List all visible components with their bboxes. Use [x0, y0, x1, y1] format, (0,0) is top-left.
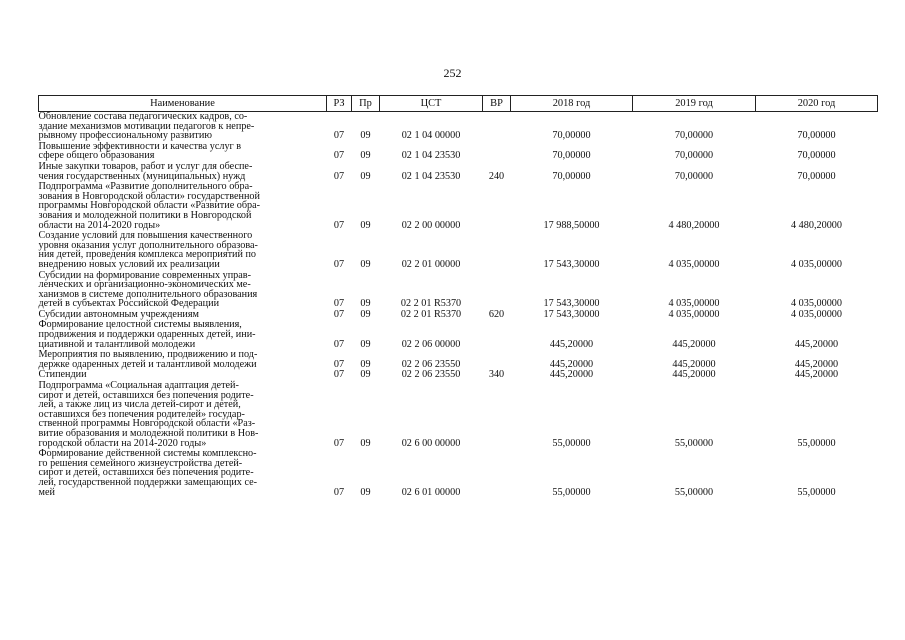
row-name-line: держке одаренных детей и талантливой молодежи [38, 358, 257, 370]
row-name-line: внедрению новых условий их реализации [38, 258, 220, 270]
row-name-line: го решения семейного жизнеустройства детей- [38, 457, 243, 469]
table-row [39, 270, 878, 309]
header-pr: Пр [352, 96, 380, 112]
table-row [39, 309, 878, 320]
row-rz: 07 [333, 298, 345, 310]
row-cst: 02 1 04 23530 [401, 170, 461, 182]
row-cst: 02 6 00 00000 [401, 437, 461, 449]
row-name-line: витие образования и молодежной политики в Нов- [38, 428, 259, 439]
row-vr: 620 [488, 308, 505, 320]
header-2019: 2019 год [633, 96, 756, 112]
table-row [39, 448, 878, 497]
row-2018: 70,00000 [552, 150, 591, 162]
row-cst: 02 1 04 00000 [401, 130, 461, 142]
row-name-line: ния детей, проведения комплекса мероприятий по [38, 249, 257, 261]
row-pr: 09 [360, 258, 371, 270]
table-row [39, 380, 878, 448]
table-row [39, 112, 878, 141]
row-name-line: сфере общего образования [38, 150, 155, 162]
row-name-line: ханизмов в системе дополнительного образования [38, 288, 258, 300]
row-2018: 17 543,30000 [543, 258, 600, 270]
row-rz: 07 [333, 219, 345, 231]
row-name-line: продвижения и поддержки одаренных детей, ини- [38, 329, 256, 341]
row-rz: 07 [333, 358, 345, 370]
row-pr: 09 [360, 298, 371, 310]
row-2020: 70,00000 [797, 130, 836, 142]
row-name-line: Мероприятия по выявлению, продвижению и под- [38, 349, 258, 361]
row-name-line: Обновление состава педагогических кадров, со- [38, 111, 248, 122]
row-pr: 09 [360, 437, 371, 449]
row-name-line: Субсидии автономным учреждениям [38, 308, 199, 320]
row-name-line: сирот и детей, оставшихся без попечения родите- [38, 389, 254, 401]
row-name [39, 369, 327, 380]
row-name-line: ленческих и организационно-экономических ме- [38, 279, 251, 291]
row-rz: 07 [333, 308, 345, 320]
row-vr: 240 [488, 170, 505, 182]
row-rz: 07 [333, 170, 345, 182]
row-2019: 4 035,00000 [668, 308, 720, 320]
row-rz: 07 [333, 150, 345, 162]
row-name-line: городской области на 2014-2020 годы» [38, 437, 207, 449]
row-pr: 09 [360, 308, 371, 320]
row-name [39, 270, 327, 309]
row-2019: 4 035,00000 [668, 258, 720, 270]
row-pr: 09 [360, 369, 371, 381]
row-cst: 02 1 04 23530 [401, 150, 461, 162]
row-name-line: Иные закупки товаров, работ и услуг для обеспе- [38, 160, 253, 172]
row-vr [483, 141, 511, 161]
row-2019: 70,00000 [674, 130, 714, 142]
row-name [39, 141, 327, 161]
row-2018: 55,00000 [552, 486, 591, 498]
row-2018: 17 988,50000 [543, 219, 600, 231]
header-2018: 2018 год [511, 96, 633, 112]
row-name-line: уровня оказания услуг дополнительного образова- [38, 239, 258, 251]
header-cst: ЦСТ [380, 96, 483, 112]
row-cst: 02 2 01 R5370 [400, 308, 462, 320]
row-vr [483, 380, 511, 448]
row-2019: 445,20000 [672, 338, 716, 350]
row-name-line: области на 2014-2020 годы» [38, 219, 161, 231]
row-cst: 02 2 01 R5370 [400, 298, 462, 310]
row-name-line: чения государственных (муниципальных) нужд [38, 170, 246, 182]
row-name-line: мей [38, 486, 55, 498]
row-2019: 445,20000 [672, 358, 716, 370]
row-cst: 02 2 06 00000 [401, 338, 461, 350]
row-cst: 02 2 01 00000 [401, 258, 461, 270]
row-pr: 09 [360, 338, 371, 350]
row-2019: 70,00000 [674, 170, 714, 182]
header-rz: РЗ [327, 96, 352, 112]
header-vr: ВР [483, 96, 511, 112]
row-name [39, 112, 327, 141]
row-2020: 55,00000 [797, 437, 836, 449]
row-name-line: Формирование целостной системы выявления, [38, 319, 242, 331]
row-2018: 70,00000 [552, 170, 591, 182]
row-pr: 09 [360, 358, 371, 370]
row-name [39, 319, 327, 349]
row-vr: 340 [488, 369, 505, 381]
row-name-line: Стипендии [38, 369, 87, 381]
row-2020: 4 035,00000 [791, 298, 842, 310]
row-rz: 07 [333, 437, 345, 449]
row-name-line: зования и молодежной политики в Новгородской [38, 209, 252, 221]
row-name [39, 448, 327, 497]
row-cst: 02 6 01 00000 [401, 486, 461, 498]
table-row [39, 369, 878, 380]
row-2020: 4 480,20000 [791, 219, 842, 231]
row-name-line: сирот и детей, оставшихся без попечения родите- [38, 467, 254, 479]
row-name-line: Формирование действенной системы комплексно- [38, 448, 257, 460]
row-2018: 445,20000 [549, 369, 594, 381]
row-pr: 09 [360, 486, 371, 498]
row-rz: 07 [333, 486, 345, 498]
table-row [39, 319, 878, 349]
row-rz: 07 [333, 258, 345, 270]
row-name [39, 230, 327, 269]
row-2019: 4 035,00000 [668, 298, 720, 310]
table-row [39, 141, 878, 161]
row-vr [483, 319, 511, 349]
row-name-line: Повышение эффективности и качества услуг в [38, 140, 242, 152]
row-pr: 09 [360, 150, 371, 162]
row-2020: 55,00000 [797, 486, 836, 498]
row-2018: 17 543,30000 [543, 298, 600, 310]
row-name-line: Субсидии на формирование современных управ- [38, 269, 251, 281]
row-rz: 07 [333, 338, 345, 350]
row-name-line: лей, государственной поддержки замещающих се- [38, 476, 258, 488]
row-2020: 445,20000 [794, 338, 839, 350]
table-row [39, 349, 878, 369]
row-name-line: циативной и талантливой молодежи [38, 338, 196, 350]
row-name [39, 181, 327, 230]
row-name-line: рывному профессиональному развитию [38, 130, 212, 142]
page-number: 252 [443, 66, 462, 80]
row-name-line: Подпрограмма «Социальная адаптация детей- [38, 380, 239, 392]
table-body [39, 112, 878, 498]
row-2018: 445,20000 [549, 358, 594, 370]
row-name [39, 161, 327, 181]
row-vr [483, 181, 511, 230]
row-rz: 07 [333, 369, 345, 381]
row-name-line: Создание условий для повышения качественного [38, 230, 253, 242]
row-vr [483, 230, 511, 269]
row-name-line: зования в Новгородской области» государственной [38, 190, 260, 202]
row-2020: 70,00000 [797, 170, 836, 182]
row-2020: 445,20000 [794, 369, 839, 381]
header-2020: 2020 год [756, 96, 878, 112]
row-2020: 445,20000 [794, 358, 839, 370]
row-vr [483, 270, 511, 309]
row-2019: 445,20000 [672, 369, 716, 381]
row-cst: 02 2 06 23550 [401, 369, 461, 381]
row-name-line: детей в субъектах Российской Федерации [38, 298, 220, 310]
row-2019: 70,00000 [674, 150, 714, 162]
row-name [39, 349, 327, 369]
row-name [39, 380, 327, 448]
row-rz: 07 [333, 130, 345, 142]
table-row [39, 181, 878, 230]
table-row [39, 161, 878, 181]
row-name-line: лей, а также лиц из числа детей-сирот и детей, [38, 399, 241, 411]
row-vr [483, 112, 511, 141]
row-name-line: здание механизмов мотивации педагогов к непре- [38, 120, 255, 132]
row-2018: 55,00000 [552, 437, 591, 449]
row-2019: 4 480,20000 [668, 219, 720, 231]
row-pr: 09 [360, 170, 371, 182]
row-2018: 17 543,30000 [543, 308, 600, 320]
row-vr [483, 448, 511, 497]
header-name: Наименование [39, 96, 327, 112]
row-cst: 02 2 00 00000 [401, 219, 461, 231]
row-name-line: программы Новгородской области «Развитие обра- [38, 200, 261, 212]
row-2020: 4 035,00000 [791, 308, 842, 320]
row-name-line: оставшихся без попечения родителей» государ- [38, 408, 245, 420]
row-pr: 09 [360, 130, 371, 142]
row-cst: 02 2 06 23550 [401, 358, 461, 370]
table-header-row [39, 96, 878, 112]
row-name-line: Подпрограмма «Развитие дополнительного обра- [38, 181, 253, 193]
row-vr [483, 349, 511, 369]
row-2019: 55,00000 [674, 486, 714, 498]
row-name-line: ственной программы Новгородской области «Раз- [38, 418, 256, 430]
row-2020: 4 035,00000 [791, 258, 842, 270]
row-pr: 09 [360, 219, 371, 231]
table-row [39, 230, 878, 269]
budget-table [38, 95, 878, 497]
row-name [39, 309, 327, 320]
row-2018: 70,00000 [552, 130, 591, 142]
row-2020: 70,00000 [797, 150, 836, 162]
row-2019: 55,00000 [674, 437, 714, 449]
row-2018: 445,20000 [549, 338, 594, 350]
